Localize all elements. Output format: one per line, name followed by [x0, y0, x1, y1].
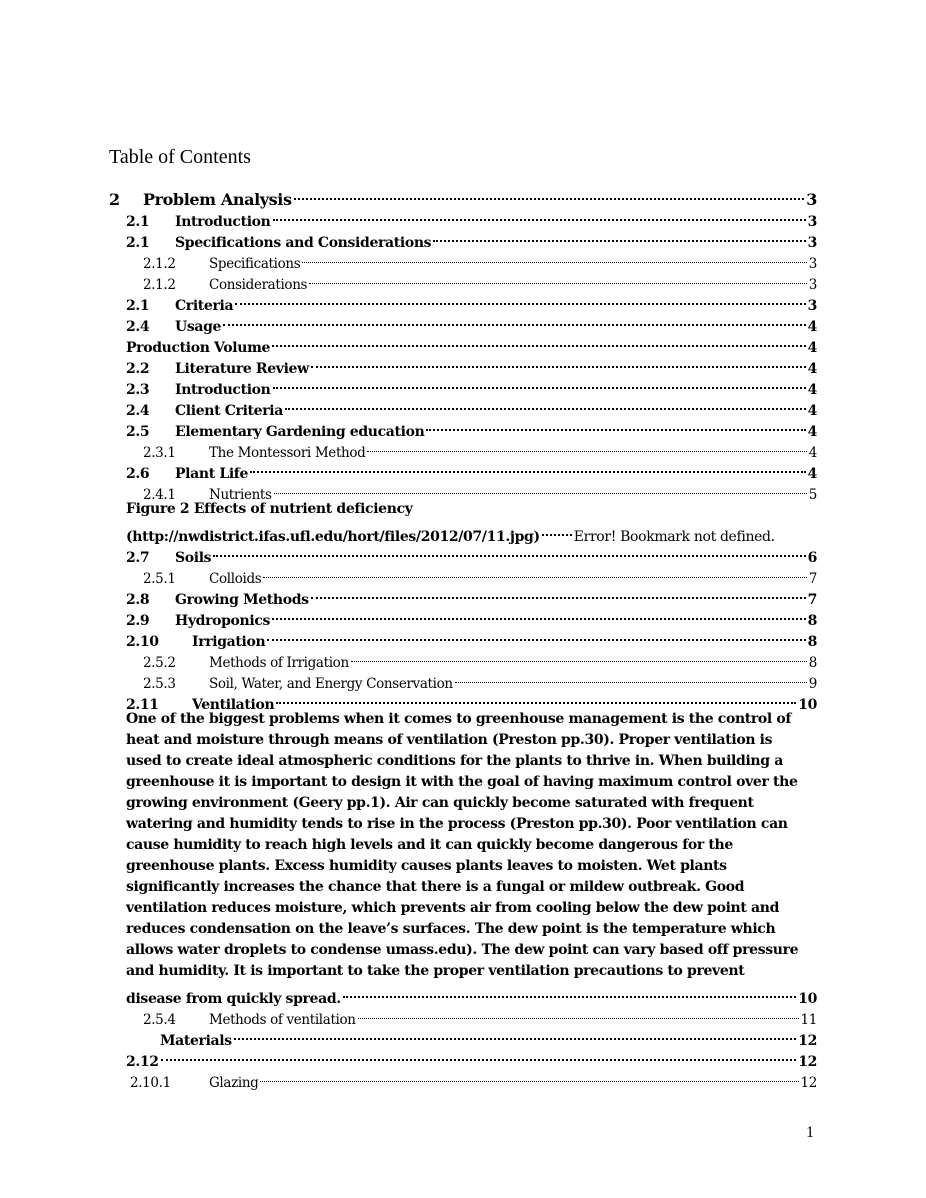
paragraph-line: watering and humidity tends to rise in the process (Preston pp.30). Poor ventilation can	[126, 816, 788, 832]
dot-leader	[285, 394, 806, 415]
dot-leader	[358, 1003, 799, 1024]
toc-entry-label: Problem Analysis	[143, 190, 292, 209]
toc-entry[interactable]	[109, 646, 817, 671]
toc-entry-label: disease from quickly spread.	[126, 991, 341, 1007]
toc-entry-page: 11	[800, 1012, 817, 1028]
page-number: 1	[806, 1124, 814, 1141]
dot-leader	[311, 583, 806, 604]
toc-entry-number: 2.1	[126, 298, 150, 314]
toc-entry-number: 2.4	[126, 319, 150, 335]
toc-entry[interactable]	[109, 625, 817, 650]
toc-entry[interactable]	[109, 583, 817, 608]
toc-entry-page: 4	[807, 319, 817, 335]
toc-entry-number: 2.1.2	[143, 277, 176, 293]
toc-entry-label: Materials	[160, 1033, 232, 1049]
toc-entry[interactable]	[109, 1003, 817, 1028]
toc-entry-page: 7	[808, 571, 817, 587]
toc-entry[interactable]	[109, 1045, 817, 1070]
toc-entry-label: Hydroponics	[175, 613, 271, 629]
toc-entry-number: 2.11	[126, 697, 159, 713]
toc-entry-page: 8	[807, 634, 817, 650]
toc-entry[interactable]	[109, 457, 817, 482]
toc-entry-page: 7	[807, 592, 817, 608]
toc-figure-entry-continued[interactable]	[109, 520, 817, 545]
toc-heading: Table of Contents	[109, 146, 251, 168]
toc-entry-page: 4	[807, 466, 817, 482]
toc-entry-label: Plant Life	[175, 466, 249, 482]
dot-leader	[273, 373, 806, 394]
toc-entry[interactable]	[109, 667, 817, 692]
paragraph-line: significantly increases the chance that there is a fungal or mildew outbreak. Good	[126, 879, 745, 895]
paragraph-line: and humidity. It is important to take the proper ventilation precautions to prevent	[126, 963, 745, 979]
dot-leader	[302, 247, 806, 268]
toc-entry-number: 2.5.3	[143, 676, 176, 692]
paragraph-line: ventilation reduces moisture, which prevents air from cooling below the dew point and	[126, 900, 780, 916]
toc-entry-page: 4	[807, 340, 817, 356]
toc-entry-page: 3	[807, 214, 817, 230]
toc-entry-label: Methods of ventilation	[209, 1012, 356, 1028]
toc-entry-page: 3	[807, 298, 817, 314]
toc-entry-page: 4	[807, 382, 817, 398]
toc-entry-number: 2.1	[126, 214, 150, 230]
toc-entry-number: 2.5.4	[143, 1012, 176, 1028]
toc-entry-label: The Montessori Method	[209, 445, 366, 461]
toc-entry-label: Elementary Gardening education	[175, 424, 425, 440]
toc-entry[interactable]	[109, 352, 817, 377]
toc-entry-label: Specifications and Considerations	[175, 235, 432, 251]
paragraph-line: One of the biggest problems when it comes to greenhouse management is the control of	[126, 711, 792, 727]
toc-entry-number: 2.6	[126, 466, 150, 482]
dot-leader	[455, 667, 807, 688]
toc-entry[interactable]	[109, 331, 817, 356]
dot-leader	[309, 268, 807, 289]
toc-entry[interactable]	[109, 394, 817, 419]
toc-entry-page: 4	[807, 424, 817, 440]
paragraph-line: cause humidity to reach high levels and it can quickly become dangerous for the	[126, 837, 733, 853]
toc-entry-label: Introduction	[175, 382, 271, 398]
toc-entry-label: Irrigation	[192, 634, 266, 650]
toc-entry[interactable]	[109, 183, 817, 209]
toc-entry[interactable]	[109, 604, 817, 629]
toc-entry[interactable]	[109, 373, 817, 398]
toc-entry-number: 2.5	[126, 424, 150, 440]
dot-leader	[351, 646, 807, 667]
toc-entry-label: Literature Review	[175, 361, 309, 377]
toc-entry-page: 10	[798, 991, 817, 1007]
toc-entry-label: Nutrients	[209, 487, 272, 503]
toc-entry[interactable]	[109, 1024, 817, 1049]
toc-entry-page: 3	[808, 277, 817, 293]
toc-paragraph-entry[interactable]	[109, 709, 817, 1007]
toc-entry-page: 9	[808, 676, 817, 692]
paragraph-line: growing environment (Geery pp.1). Air can quickly become saturated with frequent	[126, 795, 754, 811]
dot-leader	[272, 331, 806, 352]
toc-entry-number: 2.1.2	[143, 256, 176, 272]
toc-entry-number: 2.8	[126, 592, 150, 608]
dot-leader	[294, 183, 805, 205]
toc-entry-page: 4	[807, 361, 817, 377]
toc-entry[interactable]	[109, 268, 817, 293]
toc-entry-label: Methods of Irrigation	[209, 655, 349, 671]
paragraph-line: heat and moisture through means of ventilation (Preston pp.30). Proper ventilation is	[126, 732, 773, 748]
toc-entry-label: Client Criteria	[175, 403, 283, 419]
toc-entry-page: 4	[808, 445, 817, 461]
toc-figure-entry[interactable]	[109, 499, 817, 520]
toc-entry[interactable]	[109, 541, 817, 566]
dot-leader	[260, 1066, 798, 1087]
toc-entry-page: 4	[807, 403, 817, 419]
toc-entry[interactable]	[109, 1066, 817, 1091]
dot-leader	[213, 541, 805, 562]
paragraph-line: allows water droplets to condense umass.edu). The dew point can vary based off pressure	[126, 942, 799, 958]
toc-entry-page: 3	[806, 190, 817, 209]
toc-entry-number: 2.7	[126, 550, 150, 566]
paragraph-line: used to create ideal atmospheric conditions for the plants to thrive in. When building a	[126, 753, 783, 769]
toc-entry-label: Growing Methods	[175, 592, 309, 608]
toc-entry-label: (http://nwdistrict.ifas.ufl.edu/hort/files/2012/07/11.jpg)	[126, 529, 540, 545]
toc-entry-number: 2.10.1	[130, 1075, 171, 1091]
dot-leader	[161, 1045, 797, 1066]
toc-entry-page: 10	[798, 697, 817, 713]
toc-entry[interactable]	[109, 415, 817, 440]
toc-entry[interactable]	[109, 310, 817, 335]
toc-entry-label: Specifications	[209, 256, 301, 272]
dot-leader	[343, 982, 796, 1003]
toc-entry[interactable]	[109, 478, 817, 503]
toc-entry-page: 8	[808, 655, 817, 671]
toc-entry-label: Colloids	[209, 571, 262, 587]
toc-entry-page: 6	[807, 550, 817, 566]
toc-entry-label: Criteria	[175, 298, 234, 314]
toc-entry-number: 2.3.1	[143, 445, 176, 461]
paragraph-line: greenhouse plants. Excess humidity causes plants leaves to moisten. Wet plants	[126, 858, 727, 874]
toc-entry[interactable]	[109, 688, 817, 713]
toc-entry-label: Soils	[175, 550, 212, 566]
table-of-contents	[109, 183, 817, 1091]
dot-leader	[426, 415, 805, 436]
toc-entry-number: 2.12	[126, 1054, 159, 1070]
toc-entry-label: Production Volume	[126, 340, 271, 356]
dot-leader	[272, 604, 806, 625]
dot-leader	[274, 478, 807, 499]
dot-leader	[223, 310, 805, 331]
toc-entry-number: 2.9	[126, 613, 150, 629]
toc-entry-page: 12	[800, 1075, 817, 1091]
dot-leader	[263, 562, 806, 583]
toc-entry[interactable]	[109, 226, 817, 251]
toc-entry-label: Figure 2 Effects of nutrient deficiency	[126, 501, 413, 517]
dot-leader	[273, 205, 806, 226]
toc-entry-number: 2.5.2	[143, 655, 176, 671]
toc-entry-number: 2	[109, 190, 120, 209]
toc-entry-page: 3	[808, 256, 817, 272]
toc-entry[interactable]	[109, 289, 817, 314]
toc-entry-label: Considerations	[209, 277, 308, 293]
dot-leader	[267, 625, 805, 646]
paragraph-last-line	[109, 982, 817, 1007]
dot-leader	[542, 520, 572, 541]
dot-leader	[276, 688, 796, 709]
dot-leader	[250, 457, 806, 478]
toc-entry[interactable]	[109, 205, 817, 230]
toc-entry-number: 2.10	[126, 634, 159, 650]
toc-entry-number: 2.5.1	[143, 571, 176, 587]
toc-entry[interactable]	[109, 247, 817, 272]
bookmark-error-text: Error! Bookmark not defined.	[573, 529, 775, 545]
toc-entry-number: 2.1	[126, 235, 150, 251]
toc-entry-label: Usage	[175, 319, 222, 335]
toc-entry-page: 8	[807, 613, 817, 629]
dot-leader	[234, 1024, 796, 1045]
toc-entry-label: Soil, Water, and Energy Conservation	[209, 676, 453, 692]
toc-entry-number: 2.2	[126, 361, 150, 377]
paragraph-line: greenhouse it is important to design it with the goal of having maximum control over the	[126, 774, 798, 790]
toc-entry[interactable]	[109, 562, 817, 587]
toc-entry-page: 12	[798, 1033, 817, 1049]
paragraph-line: reduces condensation on the leave’s surfaces. The dew point is the temperature which	[126, 921, 776, 937]
toc-entry-number: 2.4	[126, 403, 150, 419]
dot-leader	[367, 436, 806, 457]
toc-entry-page: 12	[798, 1054, 817, 1070]
toc-entry-label: Introduction	[175, 214, 271, 230]
toc-entry-label: Ventilation	[192, 697, 275, 713]
dot-leader	[235, 289, 805, 310]
toc-entry-page: 3	[807, 235, 817, 251]
dot-leader	[433, 226, 805, 247]
toc-entry-page: 5	[808, 487, 817, 503]
toc-entry-number: 2.4.1	[143, 487, 176, 503]
dot-leader	[311, 352, 806, 373]
toc-entry[interactable]	[109, 436, 817, 461]
toc-entry-label: Glazing	[209, 1075, 259, 1091]
toc-entry-number: 2.3	[126, 382, 150, 398]
